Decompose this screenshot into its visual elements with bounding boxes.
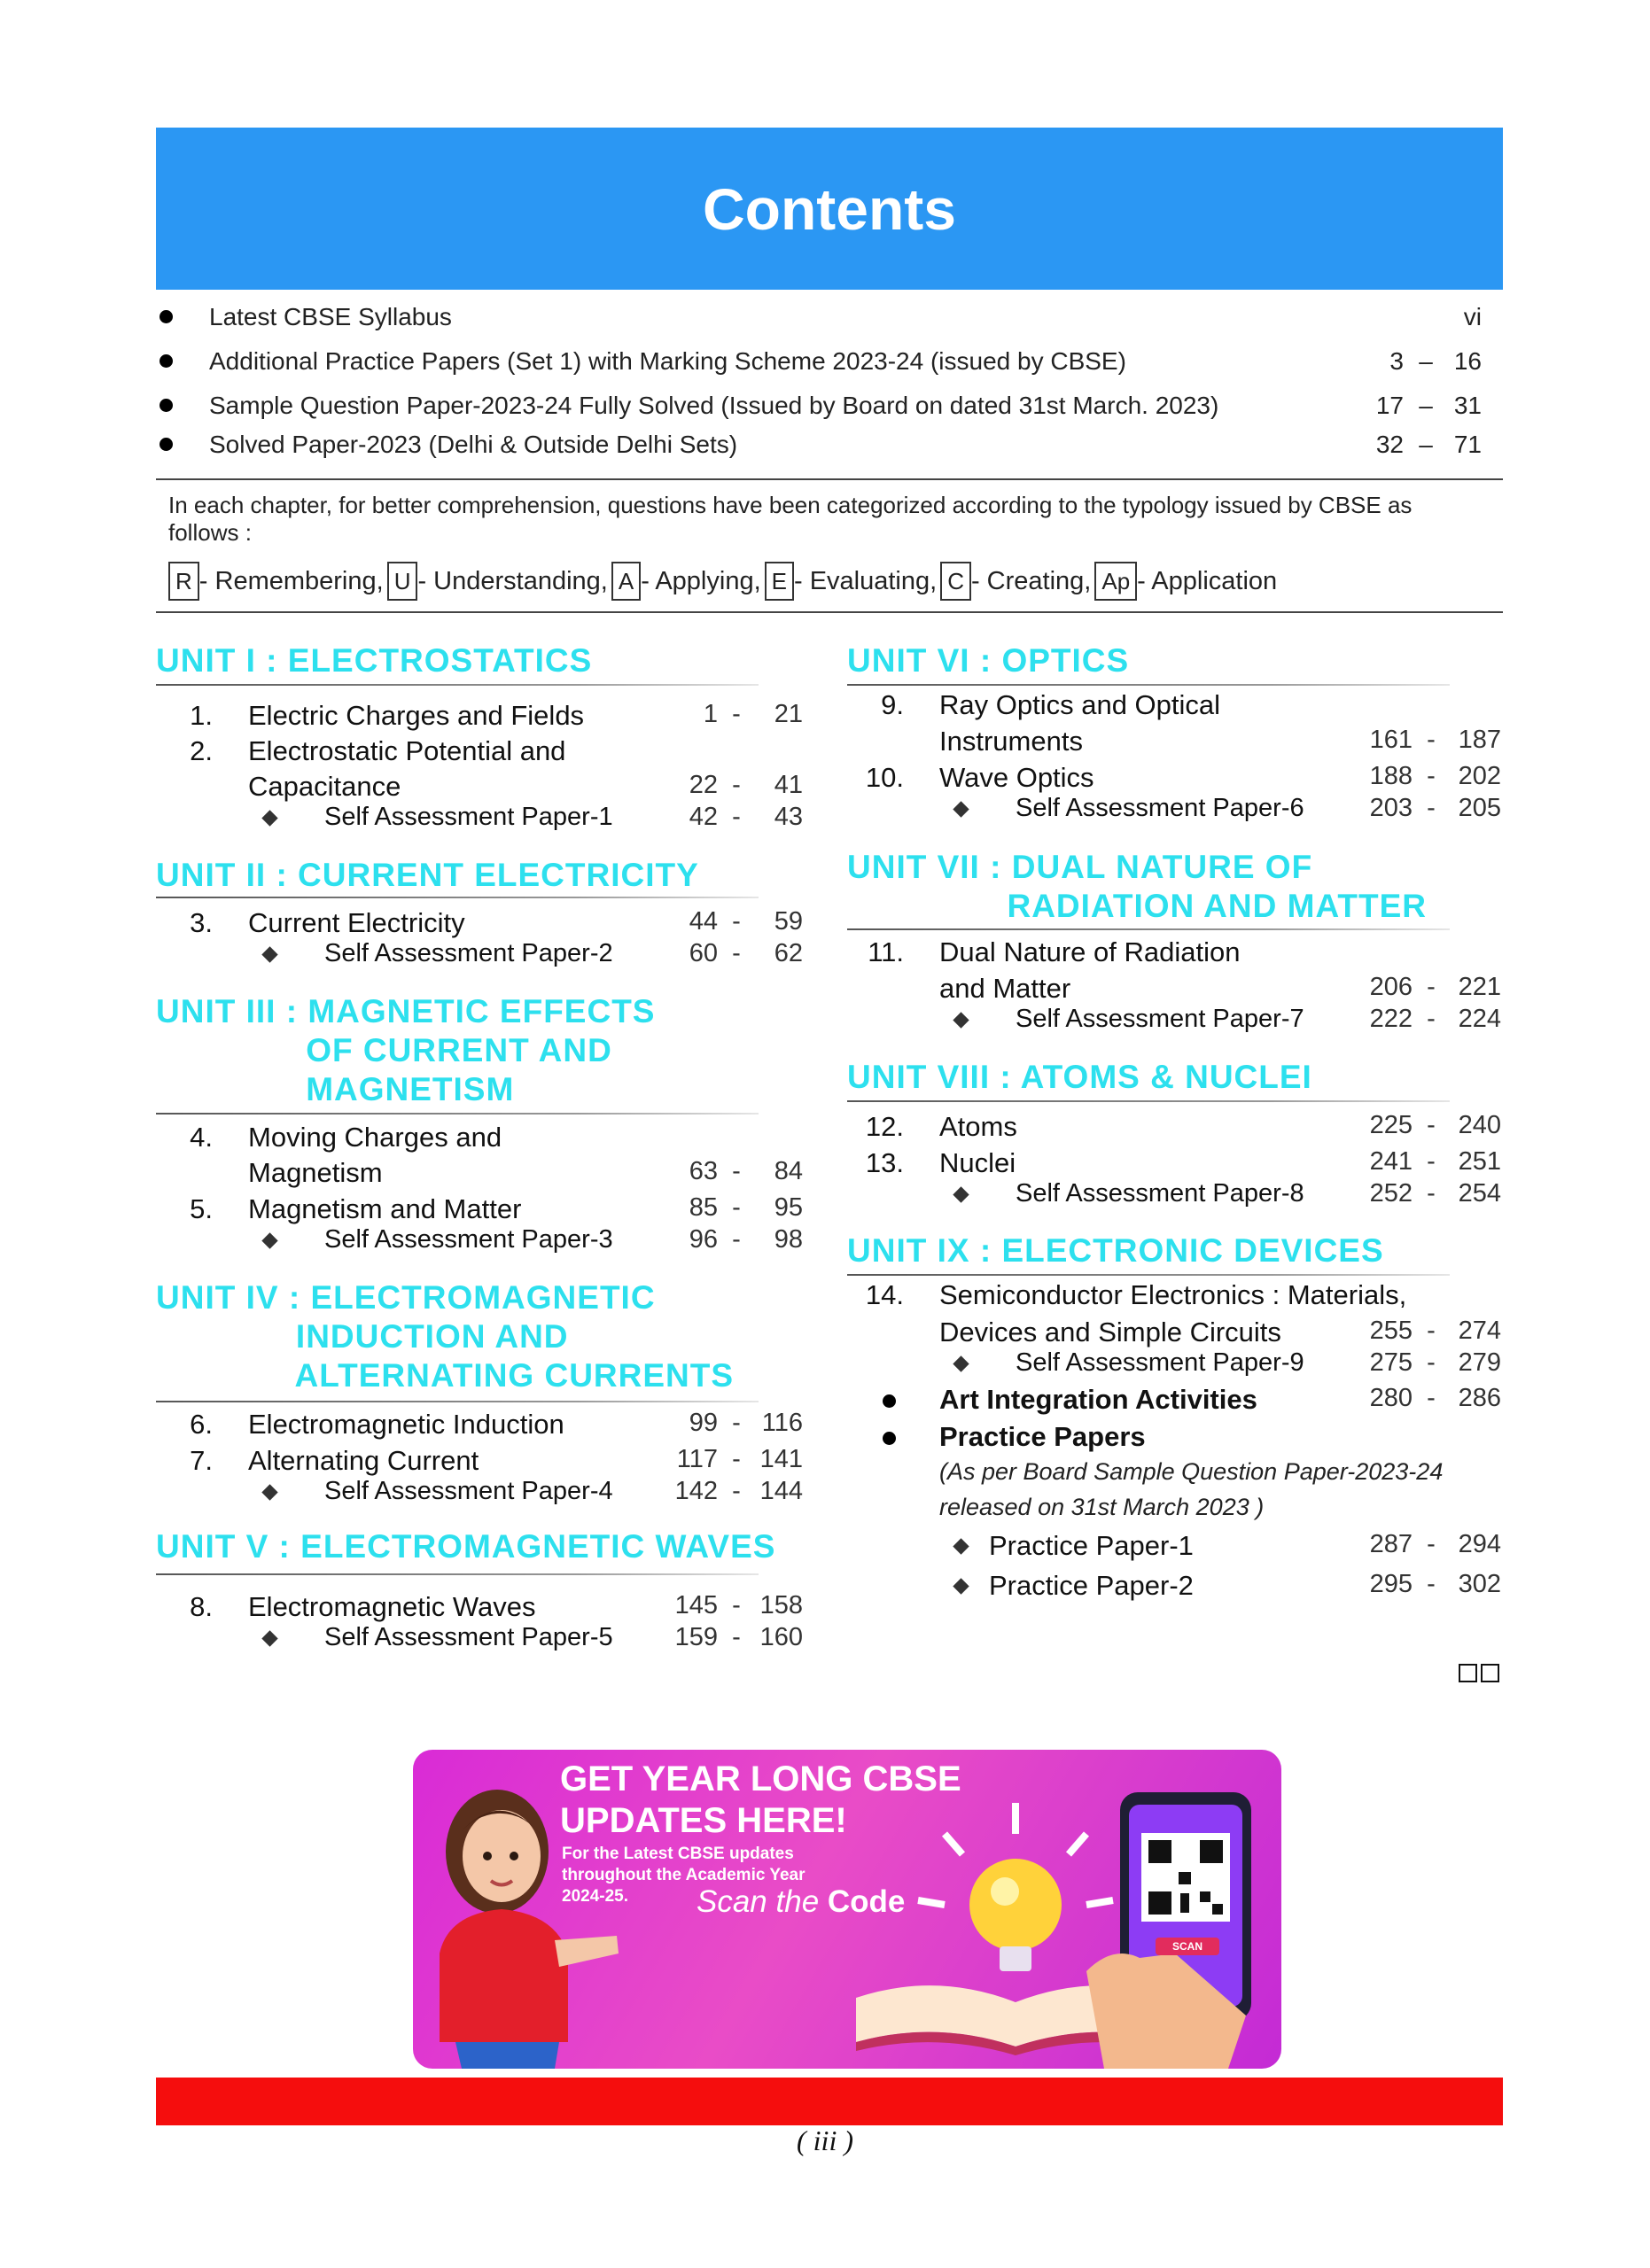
bullet-icon bbox=[883, 1394, 896, 1408]
contents-header bbox=[156, 128, 1503, 290]
divider bbox=[156, 478, 1503, 480]
end-marker-icon bbox=[1459, 1664, 1499, 1682]
unit-underline bbox=[847, 684, 1450, 686]
diamond-bullet-icon bbox=[261, 946, 277, 962]
chapter-row[interactable]: 7. Alternating Current 117 - 141 bbox=[190, 1445, 803, 1476]
self-assessment-row[interactable]: Self Assessment Paper-6 203 - 205 bbox=[851, 794, 1498, 829]
chapter-row[interactable]: Practice Papers bbox=[851, 1421, 1498, 1456]
diamond-bullet-icon bbox=[953, 1012, 969, 1028]
page-title: Contents bbox=[703, 175, 956, 242]
diamond-bullet-icon bbox=[953, 801, 969, 817]
chapter-row[interactable]: Devices and Simple Circuits 255 - 274 bbox=[939, 1317, 1501, 1348]
scan-button[interactable]: SCAN bbox=[1156, 1938, 1219, 1955]
bullet-icon bbox=[160, 399, 173, 412]
list-item[interactable]: Sample Question Paper-2023-24 Fully Solved (Issued by Board on dated 31st March. 2023) 17 – 31 bbox=[156, 392, 1503, 432]
bullet-icon bbox=[160, 438, 173, 451]
self-assessment-row[interactable]: Self Assessment Paper-9 275 - 279 bbox=[851, 1348, 1498, 1384]
legend-code-a: A bbox=[611, 562, 641, 601]
unit-title[interactable]: UNIT VII : DUAL NATURE OF RADIATION AND MATTER bbox=[847, 849, 1428, 924]
legend-code-u: U bbox=[387, 562, 418, 601]
footer-bar bbox=[156, 2078, 1503, 2125]
chapter-row[interactable]: 1. Electric Charges and Fields 1 - 21 bbox=[190, 700, 803, 731]
list-item[interactable]: Solved Paper-2023 (Delhi & Outside Delhi Sets) 32 – 71 bbox=[156, 431, 1503, 471]
unit-title[interactable]: UNIT III : MAGNETIC EFFECTS OF CURRENT AND MAGNETISM bbox=[156, 993, 656, 1107]
bullet-icon bbox=[160, 354, 173, 368]
chapter-row[interactable]: 13. Nuclei 241 - 251 bbox=[865, 1147, 1501, 1178]
unit-title[interactable]: UNIT VIII : ATOMS & NUCLEI bbox=[847, 1059, 1312, 1095]
chapter-row[interactable]: Art Integration Activities 280 - 286 bbox=[851, 1384, 1498, 1419]
self-assessment-row[interactable]: Self Assessment Paper-8 252 - 254 bbox=[851, 1179, 1498, 1215]
self-assessment-row[interactable]: Self Assessment Paper-4 142 - 144 bbox=[160, 1477, 806, 1512]
legend-code-r: R bbox=[168, 562, 199, 601]
note-line: released on 31st March 2023 ) bbox=[939, 1494, 1265, 1520]
banner-headline: GET YEAR LONG CBSE UPDATES HERE! bbox=[560, 1759, 961, 1840]
chapter-row[interactable]: 4. Moving Charges and bbox=[190, 1122, 502, 1153]
diamond-bullet-icon bbox=[953, 1538, 969, 1554]
diamond-bullet-icon bbox=[953, 1578, 969, 1594]
practice-paper-row[interactable]: Practice Paper-2 295 - 302 bbox=[851, 1570, 1498, 1605]
diamond-bullet-icon bbox=[261, 1630, 277, 1646]
page-number: ( iii ) bbox=[797, 2124, 853, 2156]
diamond-bullet-icon bbox=[261, 1484, 277, 1500]
chapter-row[interactable]: 12. Atoms 225 - 240 bbox=[865, 1111, 1501, 1142]
chapter-row[interactable]: 2. Electrostatic Potential and bbox=[190, 735, 566, 766]
unit-underline bbox=[156, 1401, 759, 1402]
typology-legend: R - Remembering, U - Understanding, A - Applying, E - Evaluating, C - Creating, Ap - Application bbox=[168, 556, 1280, 606]
phone-icon bbox=[1086, 1792, 1251, 2069]
chapter-row[interactable]: Capacitance 22 - 41 bbox=[248, 771, 803, 802]
list-item[interactable]: Additional Practice Papers (Set 1) with Marking Scheme 2023-24 (issued by CBSE) 3 – 16 bbox=[156, 347, 1503, 388]
bullet-icon bbox=[883, 1432, 896, 1445]
diamond-bullet-icon bbox=[953, 1355, 969, 1371]
divider bbox=[156, 611, 1503, 613]
bullet-icon bbox=[160, 310, 173, 323]
unit-underline bbox=[847, 928, 1450, 930]
unit-title[interactable]: UNIT I : ELECTROSTATICS bbox=[156, 642, 593, 679]
chapter-row[interactable]: 14. Semiconductor Electronics : Materials, bbox=[865, 1279, 1407, 1310]
cbse-updates-banner[interactable] bbox=[413, 1750, 1281, 2069]
typology-intro: In each chapter, for better comprehension, questions have been categorized according to the typology issued by CBSE as follows : bbox=[168, 492, 1413, 546]
legend-code-ap: Ap bbox=[1094, 562, 1137, 601]
unit-title[interactable]: UNIT VI : OPTICS bbox=[847, 642, 1130, 679]
chapter-row[interactable]: 11. Dual Nature of Radiation bbox=[868, 936, 1241, 967]
chapter-row[interactable]: 10. Wave Optics 188 - 202 bbox=[865, 762, 1501, 793]
self-assessment-row[interactable]: Self Assessment Paper-5 159 - 160 bbox=[160, 1623, 806, 1658]
list-item[interactable]: Latest CBSE Syllabus vi bbox=[156, 303, 1503, 344]
diamond-bullet-icon bbox=[261, 810, 277, 826]
chapter-row[interactable]: 5. Magnetism and Matter 85 - 95 bbox=[190, 1193, 803, 1224]
legend-code-e: E bbox=[765, 562, 794, 601]
chapter-row[interactable]: 9. Ray Optics and Optical bbox=[881, 689, 1221, 720]
unit-title[interactable]: UNIT II : CURRENT ELECTRICITY bbox=[156, 857, 699, 893]
legend-code-c: C bbox=[940, 562, 971, 601]
unit-underline bbox=[156, 897, 759, 898]
chapter-row[interactable]: 8. Electromagnetic Waves 145 - 158 bbox=[190, 1591, 803, 1622]
diamond-bullet-icon bbox=[953, 1186, 969, 1202]
practice-paper-row[interactable]: Practice Paper-1 287 - 294 bbox=[851, 1530, 1498, 1565]
chapter-row[interactable]: and Matter 206 - 221 bbox=[939, 973, 1501, 1004]
note-line: (As per Board Sample Question Paper-2023-24 bbox=[939, 1458, 1444, 1485]
self-assessment-row[interactable]: Self Assessment Paper-7 222 - 224 bbox=[851, 1005, 1498, 1040]
self-assessment-row[interactable]: Self Assessment Paper-1 42 - 43 bbox=[160, 803, 806, 838]
unit-underline bbox=[156, 1573, 759, 1575]
unit-underline bbox=[847, 1100, 1450, 1102]
banner-subtext: For the Latest CBSE updates throughout the Academic Year 2024-25. bbox=[562, 1845, 806, 1906]
chapter-row[interactable]: Instruments 161 - 187 bbox=[939, 726, 1501, 757]
unit-underline bbox=[847, 1274, 1450, 1276]
chapter-row[interactable]: 3. Current Electricity 44 - 59 bbox=[190, 907, 803, 938]
chapter-row[interactable]: 6. Electromagnetic Induction 99 - 116 bbox=[190, 1409, 803, 1440]
unit-title[interactable]: UNIT IX : ELECTRONIC DEVICES bbox=[847, 1232, 1384, 1269]
unit-title[interactable]: UNIT V : ELECTROMAGNETIC WAVES bbox=[156, 1528, 776, 1565]
unit-underline bbox=[156, 1113, 759, 1115]
self-assessment-row[interactable]: Self Assessment Paper-2 60 - 62 bbox=[160, 939, 806, 975]
scan-the-code-text: Scan the Code bbox=[697, 1884, 906, 1919]
chapter-row[interactable]: Magnetism 63 - 84 bbox=[248, 1157, 803, 1188]
unit-title[interactable]: UNIT IV : ELECTROMAGNETIC INDUCTION AND ALTERNATING CURRENTS bbox=[156, 1279, 735, 1394]
self-assessment-row[interactable]: Self Assessment Paper-3 96 - 98 bbox=[160, 1225, 806, 1261]
diamond-bullet-icon bbox=[261, 1232, 277, 1248]
unit-underline bbox=[156, 684, 759, 686]
